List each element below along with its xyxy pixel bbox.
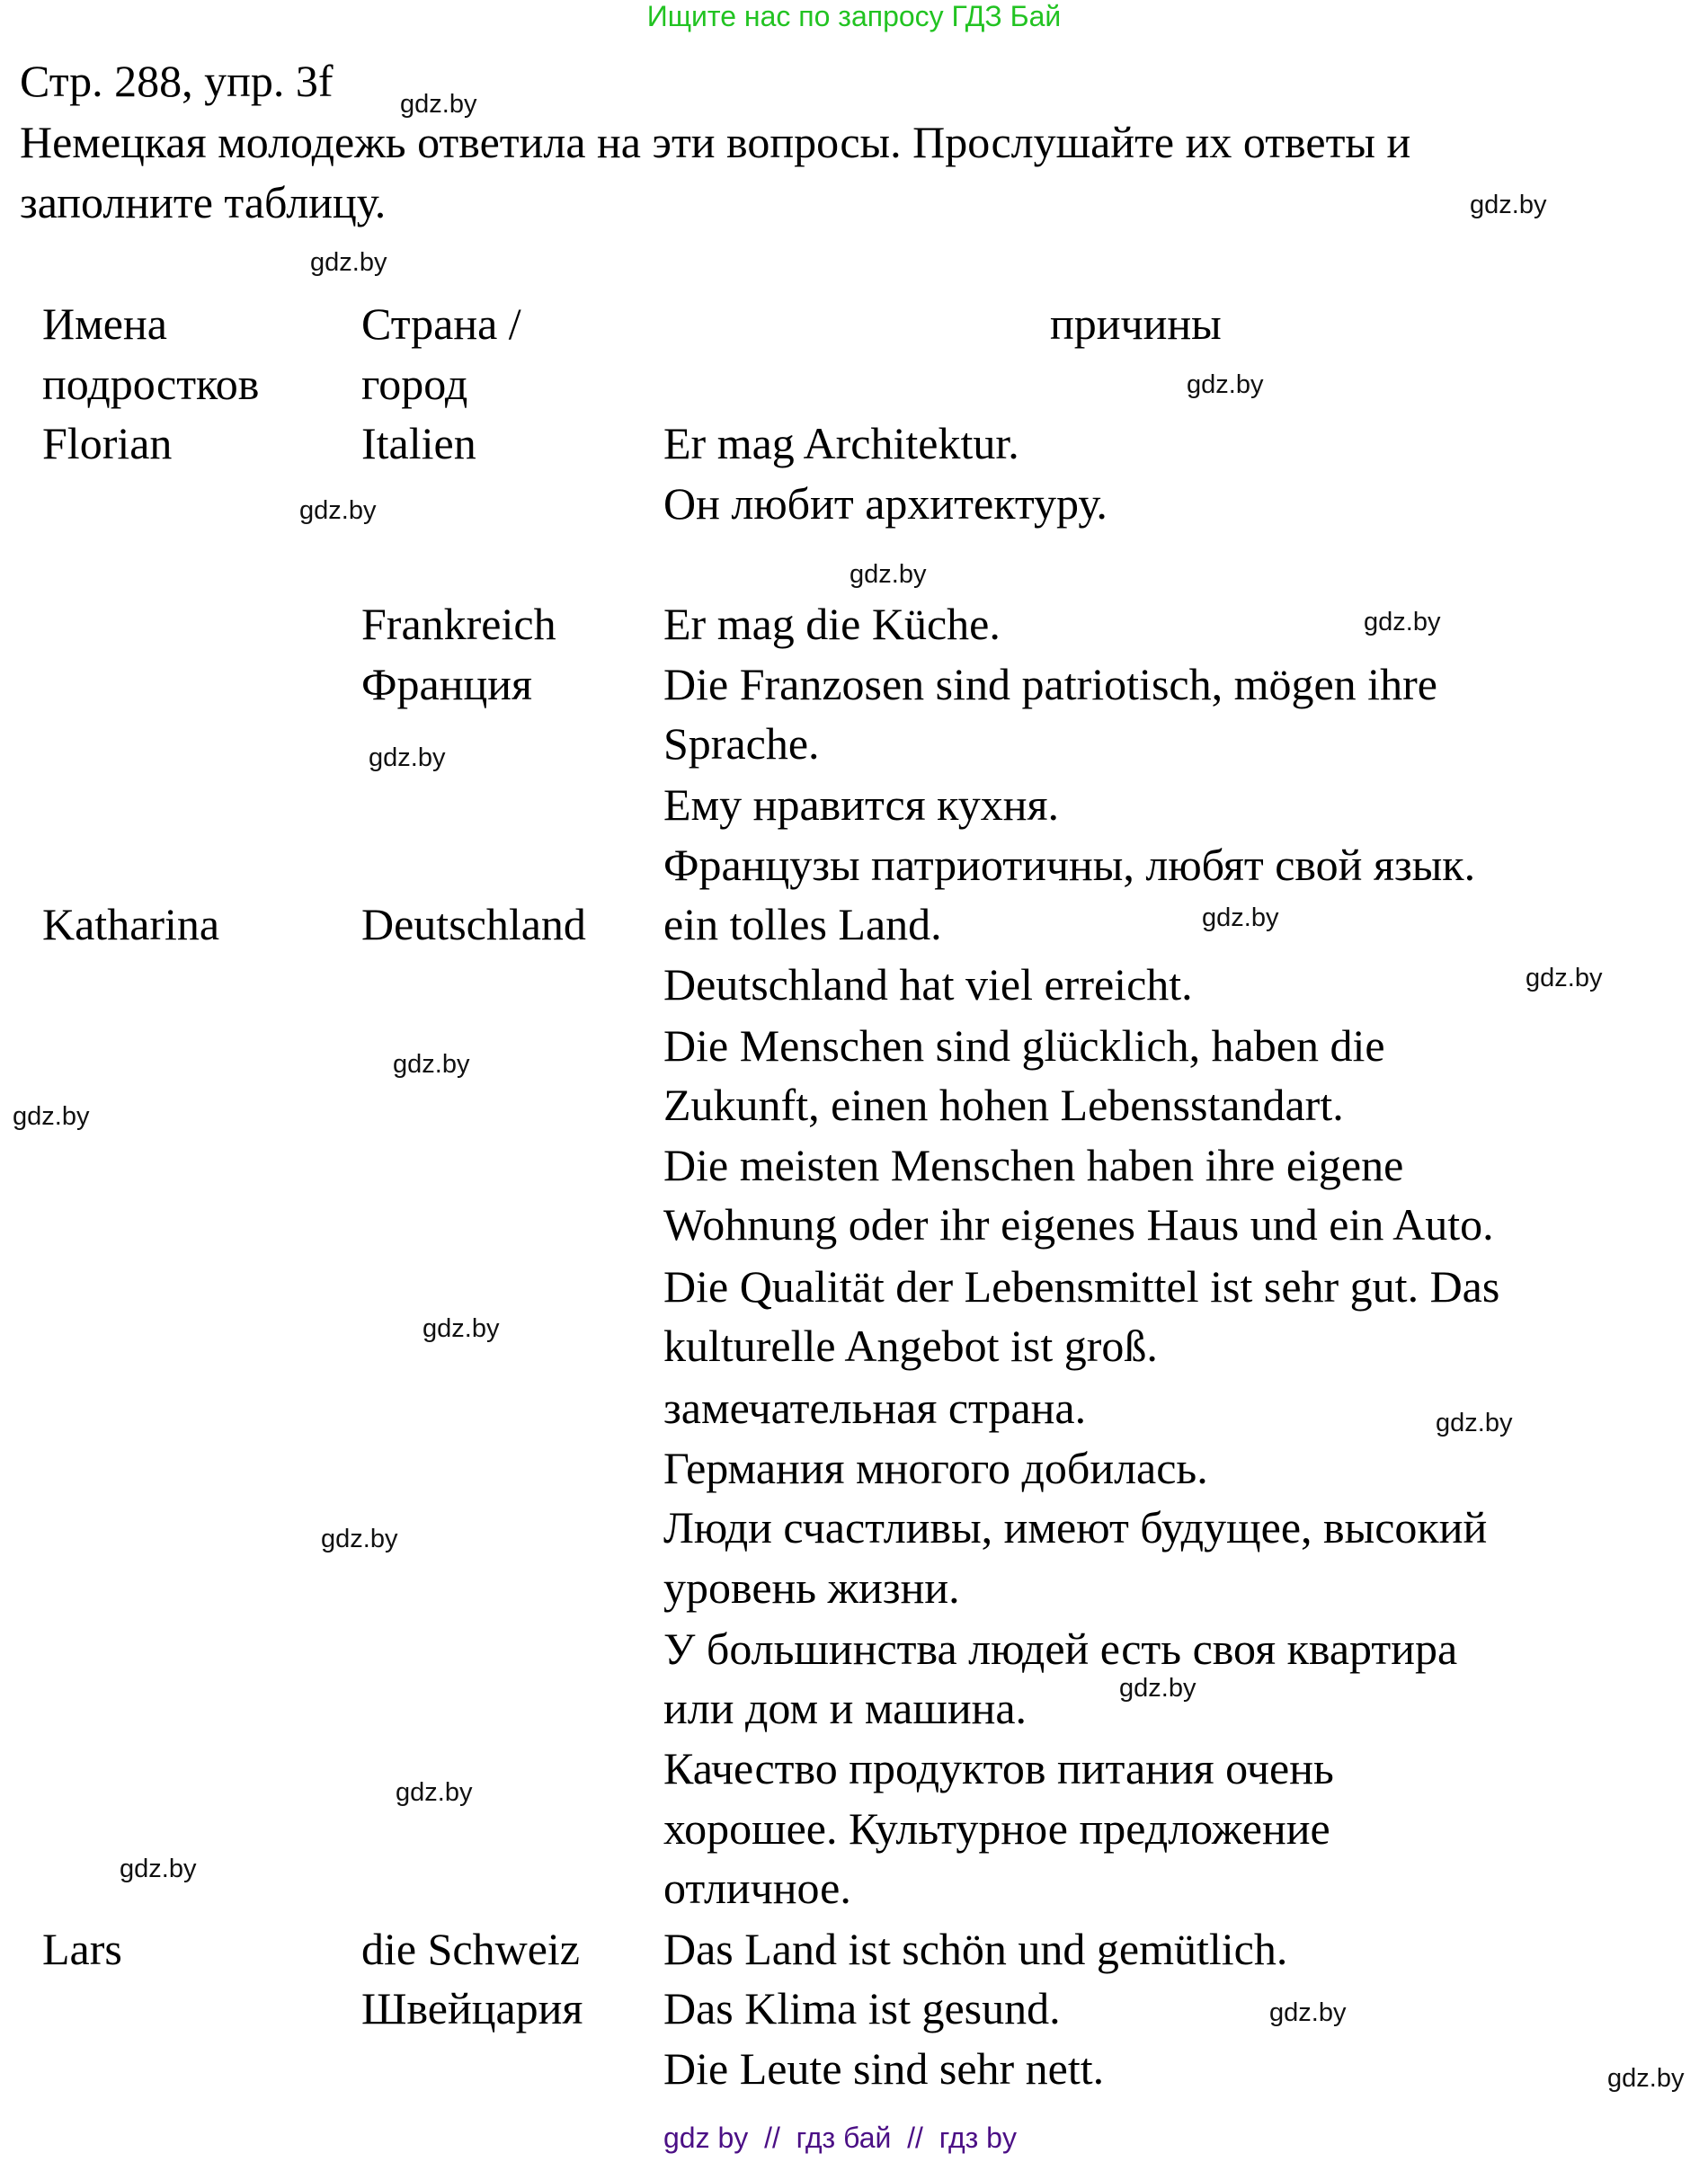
watermark: gdz.by [120,1855,197,1883]
row-reason: Германия многого добилась. [663,1443,1208,1493]
page-title: Стр. 288, упр. 3f [20,56,334,106]
row-reason: Die Leute sind sehr nett. [663,2043,1105,2094]
row-reason: Die Menschen sind glücklich, haben die [663,1020,1385,1071]
row-reason: Die meisten Menschen haben ihre eigene [663,1140,1404,1190]
row-reason: хорошее. Культурное предложение [663,1803,1330,1854]
watermark: gdz.by [1470,191,1547,219]
footer-watermark: gdz by // гдз бай // гдз by [663,2122,1017,2154]
watermark: gdz.by [850,560,927,589]
watermark: gdz.by [1187,370,1264,399]
watermark: gdz.by [1202,903,1279,932]
watermark: gdz.by [1526,964,1603,992]
row-reason: уровень жизни. [663,1562,960,1613]
row-country-ru: Франция [361,659,532,709]
row-country: Deutschland [361,899,586,949]
watermark: gdz.by [393,1050,470,1079]
instruction-line-2: заполните таблицу. [20,177,387,227]
instruction-line-1: Немецкая молодежь ответила на эти вопросы. Прослушайте их ответы и [20,117,1411,167]
row-country: Italien [361,418,476,468]
row-reason: Wohnung oder ihr eigenes Haus und ein Auto. [663,1199,1494,1250]
watermark: gdz.by [1269,1998,1347,2027]
row-country: die Schweiz [361,1924,580,1974]
row-reason: замечательная страна. [663,1383,1087,1433]
row-name: Lars [42,1924,122,1974]
watermark: gdz.by [299,496,377,525]
row-country: Frankreich [361,599,556,649]
watermark: gdz.by [1364,608,1441,636]
row-reason: ein tolles Land. [663,899,942,949]
watermark: gdz.by [396,1778,473,1807]
row-reason: Французы патриотичны, любят свой язык. [663,840,1476,890]
row-country-ru: Швейцария [361,1983,583,2033]
watermark: gdz.by [369,743,446,772]
row-name: Florian [42,418,173,468]
row-reason: Zukunft, einen hohen Lebensstandart. [663,1080,1344,1130]
row-reason: Er mag die Küche. [663,599,1001,649]
row-reason: Das Land ist schön und gemütlich. [663,1924,1288,1974]
watermark: gdz.by [13,1102,90,1131]
watermark: gdz.by [400,90,477,119]
watermark: gdz.by [423,1314,500,1343]
header-country-line-2: город [361,359,468,409]
watermark: gdz.by [1607,2064,1685,2093]
header-names-line-1: Имена [42,298,167,349]
watermark: gdz.by [321,1525,398,1553]
row-reason: Sprache. [663,718,820,769]
search-banner: Ищите нас по запросу ГДЗ Бай [646,0,1062,32]
row-reason: или дом и машина. [663,1683,1027,1733]
row-reason: Er mag Architektur. [663,418,1019,468]
row-reason: Люди счастливы, имеют будущее, высокий [663,1502,1488,1553]
row-reason: отличное. [663,1863,851,1913]
row-reason: Die Franzosen sind patriotisch, mögen ihre [663,659,1437,709]
header-reasons: причины [1050,298,1222,349]
watermark: gdz.by [310,248,387,277]
header-names-line-2: подростков [42,359,260,409]
row-reason: Das Klima ist gesund. [663,1983,1061,2033]
row-reason: Качество продуктов питания очень [663,1743,1334,1793]
row-reason: У большинства людей есть своя квартира [663,1624,1458,1674]
row-reason: Он любит архитектуру. [663,478,1108,529]
watermark: gdz.by [1119,1674,1196,1703]
row-name: Katharina [42,899,220,949]
header-country-line-1: Страна / [361,298,521,349]
row-reason: kulturelle Angebot ist groß. [663,1321,1158,1371]
row-reason: Ему нравится кухня. [663,779,1059,830]
row-reason: Die Qualität der Lebensmittel ist sehr gut. Das [663,1261,1500,1312]
watermark: gdz.by [1436,1409,1513,1437]
row-reason: Deutschland hat viel erreicht. [663,959,1193,1010]
